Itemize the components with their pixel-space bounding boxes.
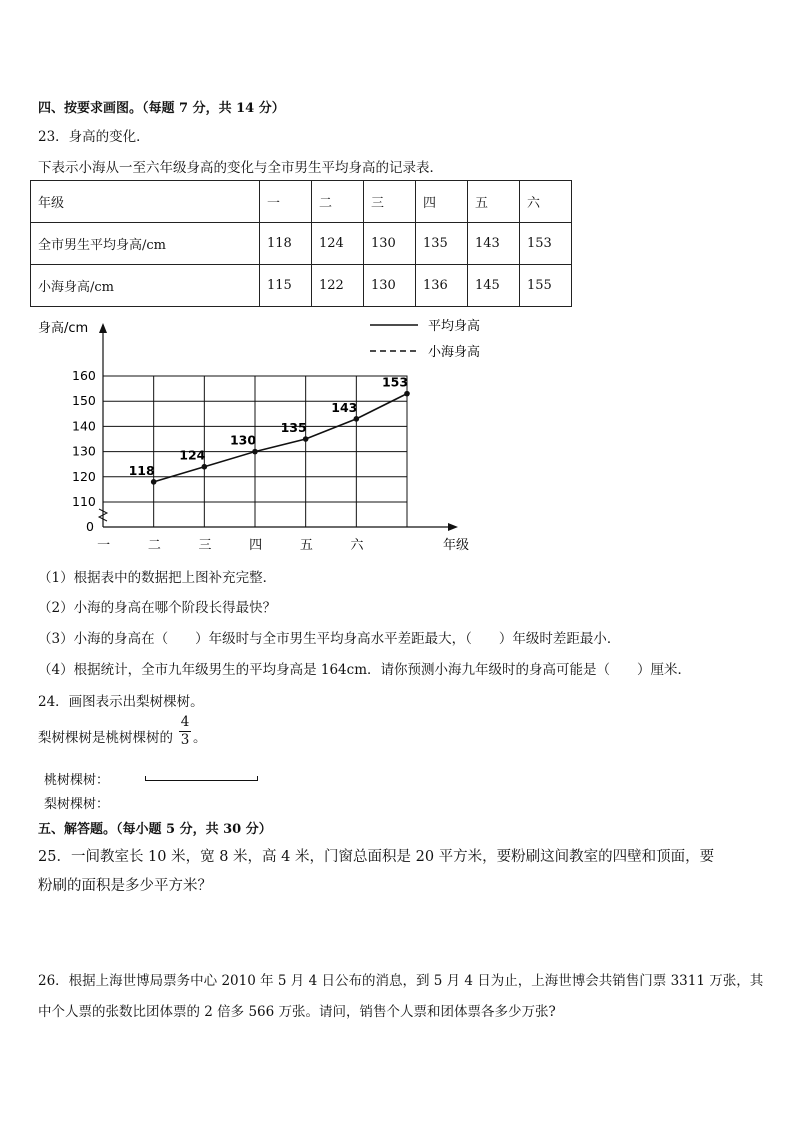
axis-break-zigzag: [99, 509, 107, 521]
x-tick-label: 四: [249, 538, 263, 553]
table-cell: 143: [468, 223, 520, 265]
table-cell: 全市男生平均身高/cm: [31, 223, 260, 265]
table-cell: 130: [364, 265, 416, 307]
question-23-part-4: （4）根据统计，全市九年级男生的平均身高是 164cm．请你预测小海九年级时的身高可能是（ ）厘米．: [38, 662, 692, 678]
question-24-title: 24．画图表示出梨树棵树。: [38, 694, 204, 710]
table-cell: 155: [520, 265, 572, 307]
series-line-average-height: [154, 394, 407, 482]
data-label: 143: [331, 399, 358, 415]
section-5-title: 五、解答题。（每小题 5 分，共 30 分）: [38, 822, 272, 837]
table-cell: 153: [520, 223, 572, 265]
data-point: [151, 479, 157, 485]
x-tick-label: 三: [198, 538, 212, 553]
data-label: 124: [179, 447, 206, 463]
height-record-table: [30, 180, 572, 307]
data-label: 153: [381, 374, 409, 390]
fraction: [179, 715, 191, 748]
question-26-line-2: 中个人票的张数比团体票的 2 倍多 566 万张。请问，销售个人票和团体票各多少万张?: [38, 1004, 556, 1020]
x-tick-label: 五: [299, 538, 313, 553]
table-cell: 三: [364, 181, 416, 223]
legend-label: 小海身高: [428, 345, 481, 360]
peach-tree-label: 桃树棵树：: [44, 773, 110, 788]
data-point: [202, 464, 208, 470]
table-cell: 115: [260, 265, 312, 307]
x-tick-label: 一: [97, 538, 111, 553]
data-point: [303, 436, 309, 442]
y-axis-label: 身高/cm: [38, 321, 89, 336]
table-cell: 五: [468, 181, 520, 223]
table-cell: 四: [416, 181, 468, 223]
chart-series: [129, 375, 410, 485]
question-23-intro: 下表示小海从一至六年级身高的变化与全市男生平均身高的记录表．: [38, 160, 443, 176]
x-axis-arrow: [448, 523, 458, 531]
chart-axes: [99, 323, 458, 531]
table-row: [31, 181, 572, 223]
x-axis-label: 年级: [443, 538, 470, 553]
legend-label: 平均身高: [428, 319, 481, 334]
chart-legend: [370, 318, 480, 360]
table-cell: 145: [468, 265, 520, 307]
data-label: 135: [280, 420, 307, 435]
table-cell: 小海身高/cm: [31, 265, 260, 307]
x-tick-label: 二: [147, 538, 161, 553]
y-tick-label: 150: [72, 393, 96, 409]
y-tick-label: 130: [72, 443, 96, 459]
table-row: [31, 223, 572, 265]
question-25-line-2: 粉刷的面积是多少平方米？: [38, 878, 212, 894]
question-23-part-2: （2）小海的身高在哪个阶段长得最快？: [38, 600, 277, 616]
height-line-chart: [0, 305, 520, 560]
pear-tree-label: 梨树棵树：: [44, 797, 110, 812]
question-23-part-3: （3）小海的身高在（ ）年级时与全市男生平均身高水平差距最大，（ ）年级时差距最小．: [38, 631, 621, 647]
data-point: [354, 416, 360, 422]
y-tick-label: 120: [72, 468, 96, 484]
table-row: [31, 265, 572, 307]
table-cell: 118: [260, 223, 312, 265]
table-cell: 122: [312, 265, 364, 307]
data-label: 130: [229, 432, 257, 448]
question-24-text: 梨树棵树是桃树棵树的: [38, 730, 173, 746]
question-24-text-end: 。: [193, 730, 207, 746]
question-23-part-1: （1）根据表中的数据把上图补充完整．: [38, 570, 277, 586]
table-cell: 135: [416, 223, 468, 265]
data-point: [252, 449, 258, 455]
x-tick-label: 六: [350, 538, 364, 553]
y-tick-label: 110: [72, 494, 96, 509]
question-23-title: 23．身高的变化．: [38, 129, 150, 145]
y-tick-label: 160: [72, 368, 96, 383]
table-cell: 一: [260, 181, 312, 223]
table-cell: 130: [364, 223, 416, 265]
table-cell: 六: [520, 181, 572, 223]
question-26-line-1: 26．根据上海世博局票务中心 2010 年 5 月 4 日公布的消息，到 5 月 4 日为止，上海世博会共销售门票 3311 万张，其: [38, 973, 764, 989]
data-point: [404, 391, 410, 397]
table-cell: 年级: [31, 181, 260, 223]
fraction-denominator: 3: [180, 732, 190, 748]
y-tick-label: 0: [86, 519, 94, 534]
table-cell: 124: [312, 223, 364, 265]
section-4-title: 四、按要求画图。（每题 7 分，共 14 分）: [38, 101, 285, 116]
table-cell: 136: [416, 265, 468, 307]
peach-tree-segment: [145, 776, 258, 781]
data-label: 118: [128, 462, 155, 478]
question-25-line-1: 25．一间教室长 10 米，宽 8 米，高 4 米，门窗总面积是 20 平方米，要粉刷这间教室的四壁和顶面，要: [38, 849, 715, 865]
fraction-numerator: 4: [180, 714, 190, 730]
y-tick-label: 140: [72, 418, 96, 434]
table-cell: 二: [312, 181, 364, 223]
y-axis-arrow: [99, 323, 107, 333]
